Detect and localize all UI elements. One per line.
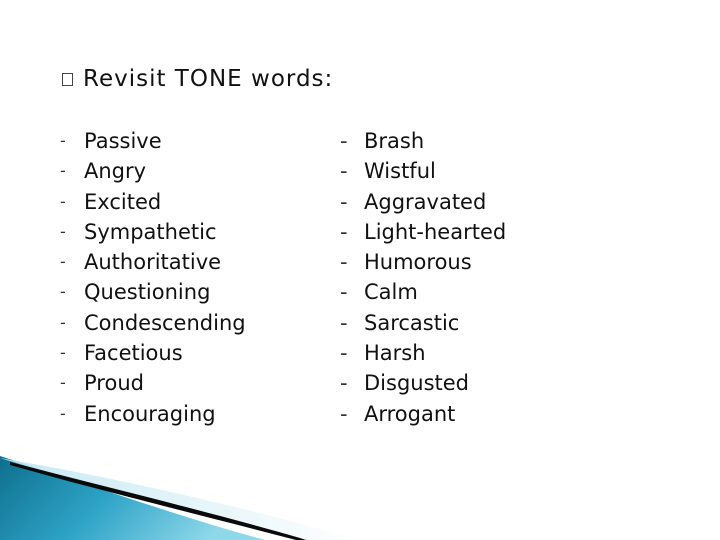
list-item: - Excited [60, 187, 246, 217]
list-item: - Passive [60, 126, 246, 156]
dash-bullet: - [60, 161, 66, 181]
dash-bullet: - [340, 189, 348, 214]
dash-bullet: - [340, 401, 348, 426]
list-item: - Brash [340, 126, 506, 156]
list-item: - Light-hearted [340, 217, 506, 247]
dash-bullet: - [60, 373, 66, 393]
list-item: - Facetious [60, 338, 246, 368]
list-item: - Harsh [340, 338, 506, 368]
list-item: - Condescending [60, 308, 246, 338]
list-item: - Questioning [60, 277, 246, 307]
right-tone-list [340, 126, 506, 429]
checkbox-bullet-icon [62, 73, 73, 86]
list-item: - Sympathetic [60, 217, 246, 247]
left-tone-list [60, 126, 246, 429]
dash-bullet: - [60, 221, 66, 241]
list-item: - Disgusted [340, 368, 506, 398]
dash-bullet: - [60, 343, 66, 363]
decorative-corner-swoosh [0, 450, 720, 540]
list-item: - Proud [60, 368, 246, 398]
dash-bullet: - [60, 252, 66, 272]
list-item: - Angry [60, 156, 246, 186]
dash-bullet: - [60, 191, 66, 211]
dash-bullet: - [60, 131, 66, 150]
list-item: - Aggravated [340, 187, 506, 217]
dash-bullet: - [340, 280, 348, 305]
slide-title [62, 66, 333, 92]
dash-bullet: - [340, 159, 348, 184]
list-item: - Humorous [340, 247, 506, 277]
list-item: - Sarcastic [340, 308, 506, 338]
dash-bullet: - [340, 250, 348, 275]
dash-bullet: - [340, 219, 348, 244]
list-item: - Authoritative [60, 247, 246, 277]
dash-bullet: - [60, 282, 66, 302]
dash-bullet: - [60, 403, 66, 423]
list-item: - Encouraging [60, 399, 246, 429]
dash-bullet: - [340, 371, 348, 396]
dash-bullet: - [60, 312, 66, 332]
slide-title-text: Revisit TONE words: [83, 66, 334, 92]
list-item: - Calm [340, 277, 506, 307]
list-item: - Arrogant [340, 399, 506, 429]
dash-bullet: - [340, 129, 348, 153]
list-item: - Wistful [340, 156, 506, 186]
dash-bullet: - [340, 341, 348, 366]
dash-bullet: - [340, 310, 348, 335]
